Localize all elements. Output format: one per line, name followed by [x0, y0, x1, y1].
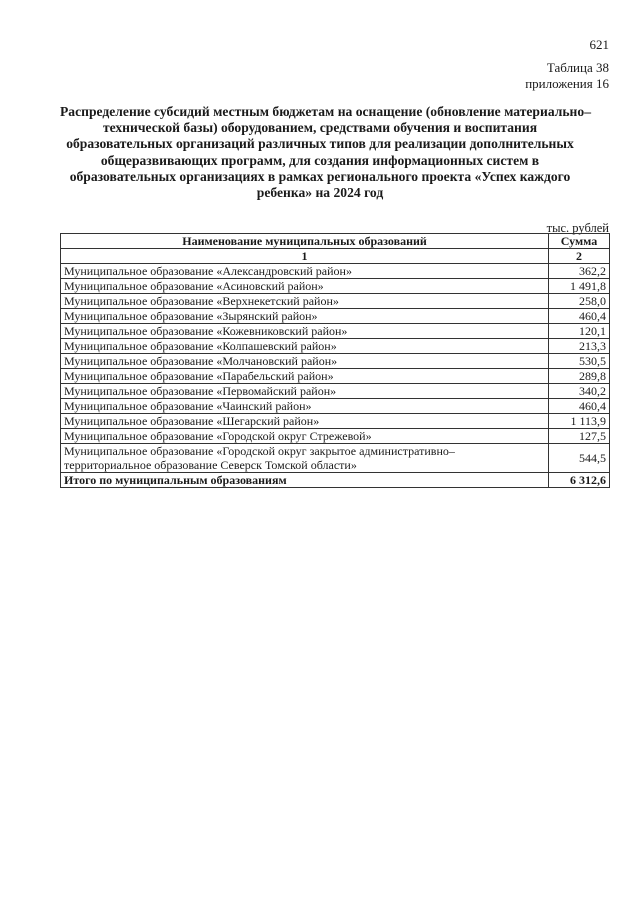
- row-name: Муниципальное образование «Александровский район»: [61, 264, 549, 279]
- title-line: технической базы) оборудованием, средствами обучения и воспитания: [102, 120, 538, 136]
- row-name: Муниципальное образование «Колпашевский район»: [61, 339, 549, 354]
- column-number-row: [61, 249, 610, 264]
- table-ref-line1: Таблица 38: [546, 60, 609, 75]
- units-label: тыс. рублей: [546, 221, 609, 235]
- title-line: ребенка» на 2024 год: [256, 185, 384, 201]
- column-number-2: 2: [549, 249, 610, 264]
- table-row: [61, 294, 610, 309]
- title-line: Распределение субсидий местным бюджетам на оснащение (обновление материально–: [60, 104, 591, 119]
- row-sum: 258,0: [549, 294, 610, 309]
- row-sum: 544,5: [549, 444, 610, 473]
- table-row: [61, 369, 610, 384]
- total-label: Итого по муниципальным образованиям: [61, 473, 549, 488]
- title-line: образовательных организаций различных типов для реализации дополнительных: [66, 136, 574, 152]
- row-name-line: Муниципальное образование «Городской округ закрытое административно–: [64, 444, 455, 458]
- row-name: Муниципальное образование «Городской округ Стрежевой»: [61, 429, 549, 444]
- row-sum: 120,1: [549, 324, 610, 339]
- table-row: [61, 354, 610, 369]
- title-line: общеразвивающих программ, для создания информационных систем в: [100, 152, 540, 168]
- table-row: [61, 429, 610, 444]
- title-line: образовательных организациях в рамках регионального проекта «Успех каждого: [69, 168, 571, 184]
- row-name: Муниципальное образование «Зырянский район»: [61, 309, 549, 324]
- total-row: [61, 473, 610, 488]
- total-sum: 6 312,6: [549, 473, 610, 488]
- row-name: Муниципальное образование «Шегарский район»: [61, 414, 549, 429]
- row-sum: 362,2: [549, 264, 610, 279]
- table-row: [61, 264, 610, 279]
- table-row: [61, 399, 610, 414]
- table-row: [61, 384, 610, 399]
- row-name: Муниципальное образование «Парабельский район»: [61, 369, 549, 384]
- row-sum: 213,3: [549, 339, 610, 354]
- row-name-line: территориальное образование Северск Томской области»: [64, 458, 357, 472]
- row-sum: 460,4: [549, 309, 610, 324]
- header-name: Наименование муниципальных образований: [61, 234, 549, 249]
- subsidy-table: [60, 233, 610, 488]
- table-row: [61, 339, 610, 354]
- row-name: Муниципальное образование «Асиновский район»: [61, 279, 549, 294]
- row-name: [61, 444, 549, 473]
- table-header-row: [61, 234, 610, 249]
- row-name: Муниципальное образование «Молчановский район»: [61, 354, 549, 369]
- table-row: [61, 279, 610, 294]
- row-name: Муниципальное образование «Чаинский район»: [61, 399, 549, 414]
- row-sum: 127,5: [549, 429, 610, 444]
- row-sum: 1 491,8: [549, 279, 610, 294]
- table-row: [61, 414, 610, 429]
- row-sum: 289,8: [549, 369, 610, 384]
- row-sum: 1 113,9: [549, 414, 610, 429]
- row-sum: 340,2: [549, 384, 610, 399]
- table-row: [61, 444, 610, 473]
- table-ref-line2: приложения 16: [525, 76, 609, 91]
- page-number: 621: [589, 37, 609, 52]
- column-number-1: 1: [61, 249, 549, 264]
- row-name: Муниципальное образование «Верхнекетский район»: [61, 294, 549, 309]
- table-row: [61, 324, 610, 339]
- header-sum: Сумма: [549, 234, 610, 249]
- table-reference: [525, 60, 609, 92]
- table-row: [61, 309, 610, 324]
- row-sum: 530,5: [549, 354, 610, 369]
- document-title: [60, 104, 591, 201]
- row-name: Муниципальное образование «Кожевниковский район»: [61, 324, 549, 339]
- row-sum: 460,4: [549, 399, 610, 414]
- row-name: Муниципальное образование «Первомайский район»: [61, 384, 549, 399]
